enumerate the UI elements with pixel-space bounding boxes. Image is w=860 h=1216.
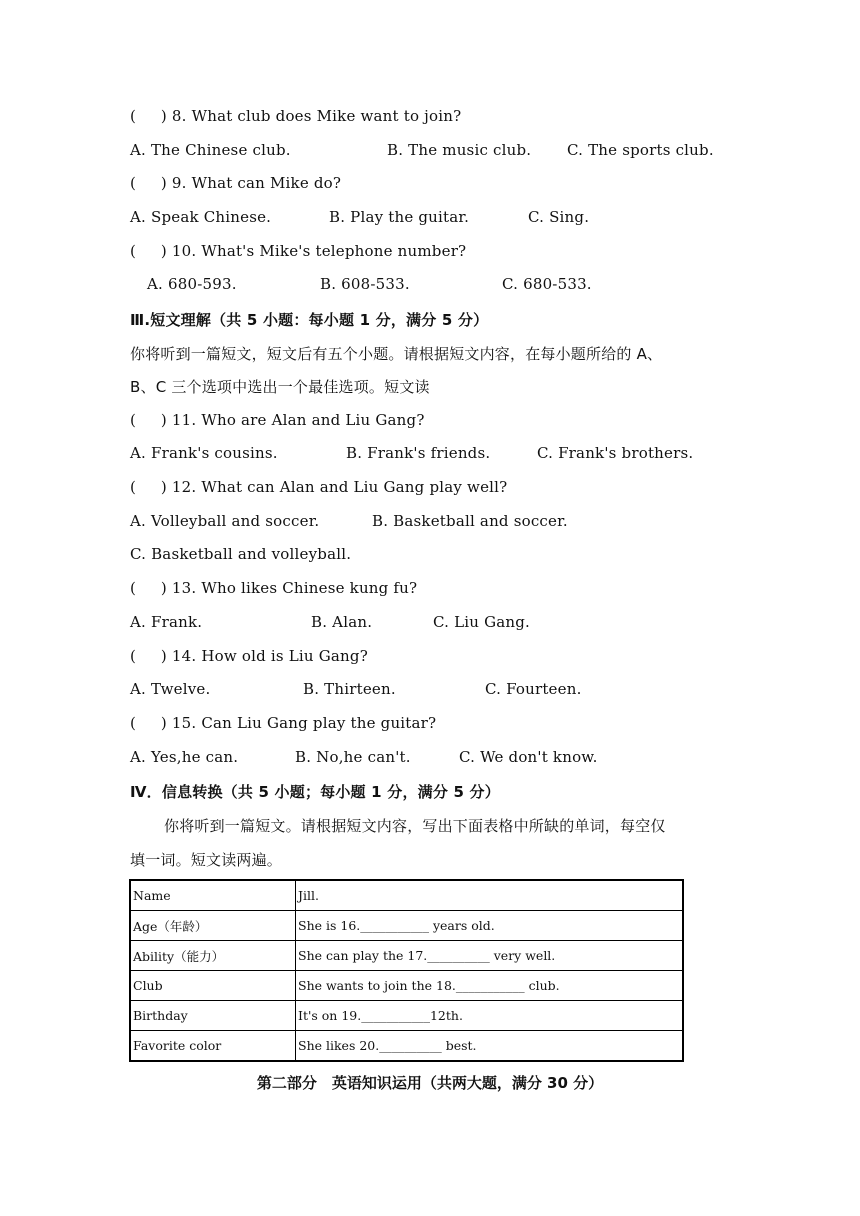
question-12-stem: ( ) 12. What can Alan and Liu Gang play well? — [130, 478, 508, 496]
question-11-stem: ( ) 11. Who are Alan and Liu Gang? — [130, 411, 425, 429]
table-value: She can play the 17.__________ very well. — [296, 941, 684, 971]
q10-option-a: A. 680-593. — [147, 275, 237, 293]
table-value: She is 16.___________ years old. — [296, 911, 684, 941]
table-label: Birthday — [130, 1001, 296, 1031]
q13-option-a: A. Frank. — [130, 613, 203, 631]
table-label: Name — [130, 880, 296, 911]
q14-option-c: C. Fourteen. — [485, 680, 582, 698]
question-10-stem: ( ) 10. What's Mike's telephone number? — [130, 242, 467, 260]
q13-option-c: C. Liu Gang. — [433, 613, 531, 631]
table-row — [130, 941, 683, 971]
q12-option-b: B. Basketball and soccer. — [372, 512, 568, 530]
table-value: She wants to join the 18.___________ club. — [296, 971, 684, 1001]
question-13-stem: ( ) 13. Who likes Chinese kung fu? — [130, 579, 418, 597]
table-label: Favorite color — [130, 1031, 296, 1062]
table-row — [130, 1001, 683, 1031]
q14-option-b: B. Thirteen. — [303, 680, 396, 698]
table-row — [130, 911, 683, 941]
table-value: Jill. — [296, 880, 684, 911]
q14-option-a: A. Twelve. — [130, 680, 211, 698]
q15-option-b: B. No,he can't. — [295, 748, 411, 766]
info-table — [129, 879, 684, 1062]
q9-option-a: A. Speak Chinese. — [130, 208, 272, 226]
q15-option-a: A. Yes,he can. — [130, 748, 239, 766]
q8-option-b: B. The music club. — [387, 141, 532, 159]
table-row — [130, 971, 683, 1001]
section-3-instruction-line-2: B、C 三个选项中选出一个最佳选项。短文读 — [130, 378, 430, 396]
table-label: Club — [130, 971, 296, 1001]
section-3-instruction-line-1: 你将听到一篇短文，短文后有五个小题。请根据短文内容，在每小题所给的 A、 — [130, 345, 663, 363]
q9-option-c: C. Sing. — [528, 208, 590, 226]
section-4-instruction-line-2: 填一词。短文读两遍。 — [130, 851, 283, 869]
q12-option-c: C. Basketball and volleyball. — [130, 545, 352, 563]
q8-option-c: C. The sports club. — [567, 141, 714, 159]
q13-option-b: B. Alan. — [311, 613, 373, 631]
table-value: It's on 19.___________12th. — [296, 1001, 684, 1031]
q12-option-a: A. Volleyball and soccer. — [130, 512, 320, 530]
section-4-title: Ⅳ．信息转换（共 5 小题；每小题 1 分，满分 5 分） — [130, 783, 500, 801]
q10-option-c: C. 680-533. — [502, 275, 592, 293]
question-15-stem: ( ) 15. Can Liu Gang play the guitar? — [130, 714, 437, 732]
question-14-stem: ( ) 14. How old is Liu Gang? — [130, 647, 368, 665]
table-row — [130, 1031, 683, 1062]
question-8-stem: ( ) 8. What club does Mike want to join? — [130, 107, 462, 125]
q11-option-a: A. Frank's cousins. — [130, 444, 278, 462]
q10-option-b: B. 608-533. — [320, 275, 410, 293]
q11-option-b: B. Frank's friends. — [346, 444, 491, 462]
q15-option-c: C. We don't know. — [459, 748, 598, 766]
table-label: Age（年龄） — [130, 911, 296, 941]
question-9-stem: ( ) 9. What can Mike do? — [130, 174, 342, 192]
q8-option-a: A. The Chinese club. — [130, 141, 291, 159]
table-value: She likes 20.__________ best. — [296, 1031, 684, 1062]
table-row — [130, 880, 683, 911]
part-2-title: 第二部分 英语知识运用（共两大题，满分 30 分） — [256, 1074, 604, 1092]
section-4-instruction-line-1: 你将听到一篇短文。请根据短文内容，写出下面表格中所缺的单词，每空仅 — [164, 817, 666, 835]
q11-option-c: C. Frank's brothers. — [537, 444, 694, 462]
section-3-title: Ⅲ.短文理解（共 5 小题：每小题 1 分，满分 5 分） — [130, 311, 489, 329]
table-label: Ability（能力） — [130, 941, 296, 971]
q9-option-b: B. Play the guitar. — [329, 208, 470, 226]
